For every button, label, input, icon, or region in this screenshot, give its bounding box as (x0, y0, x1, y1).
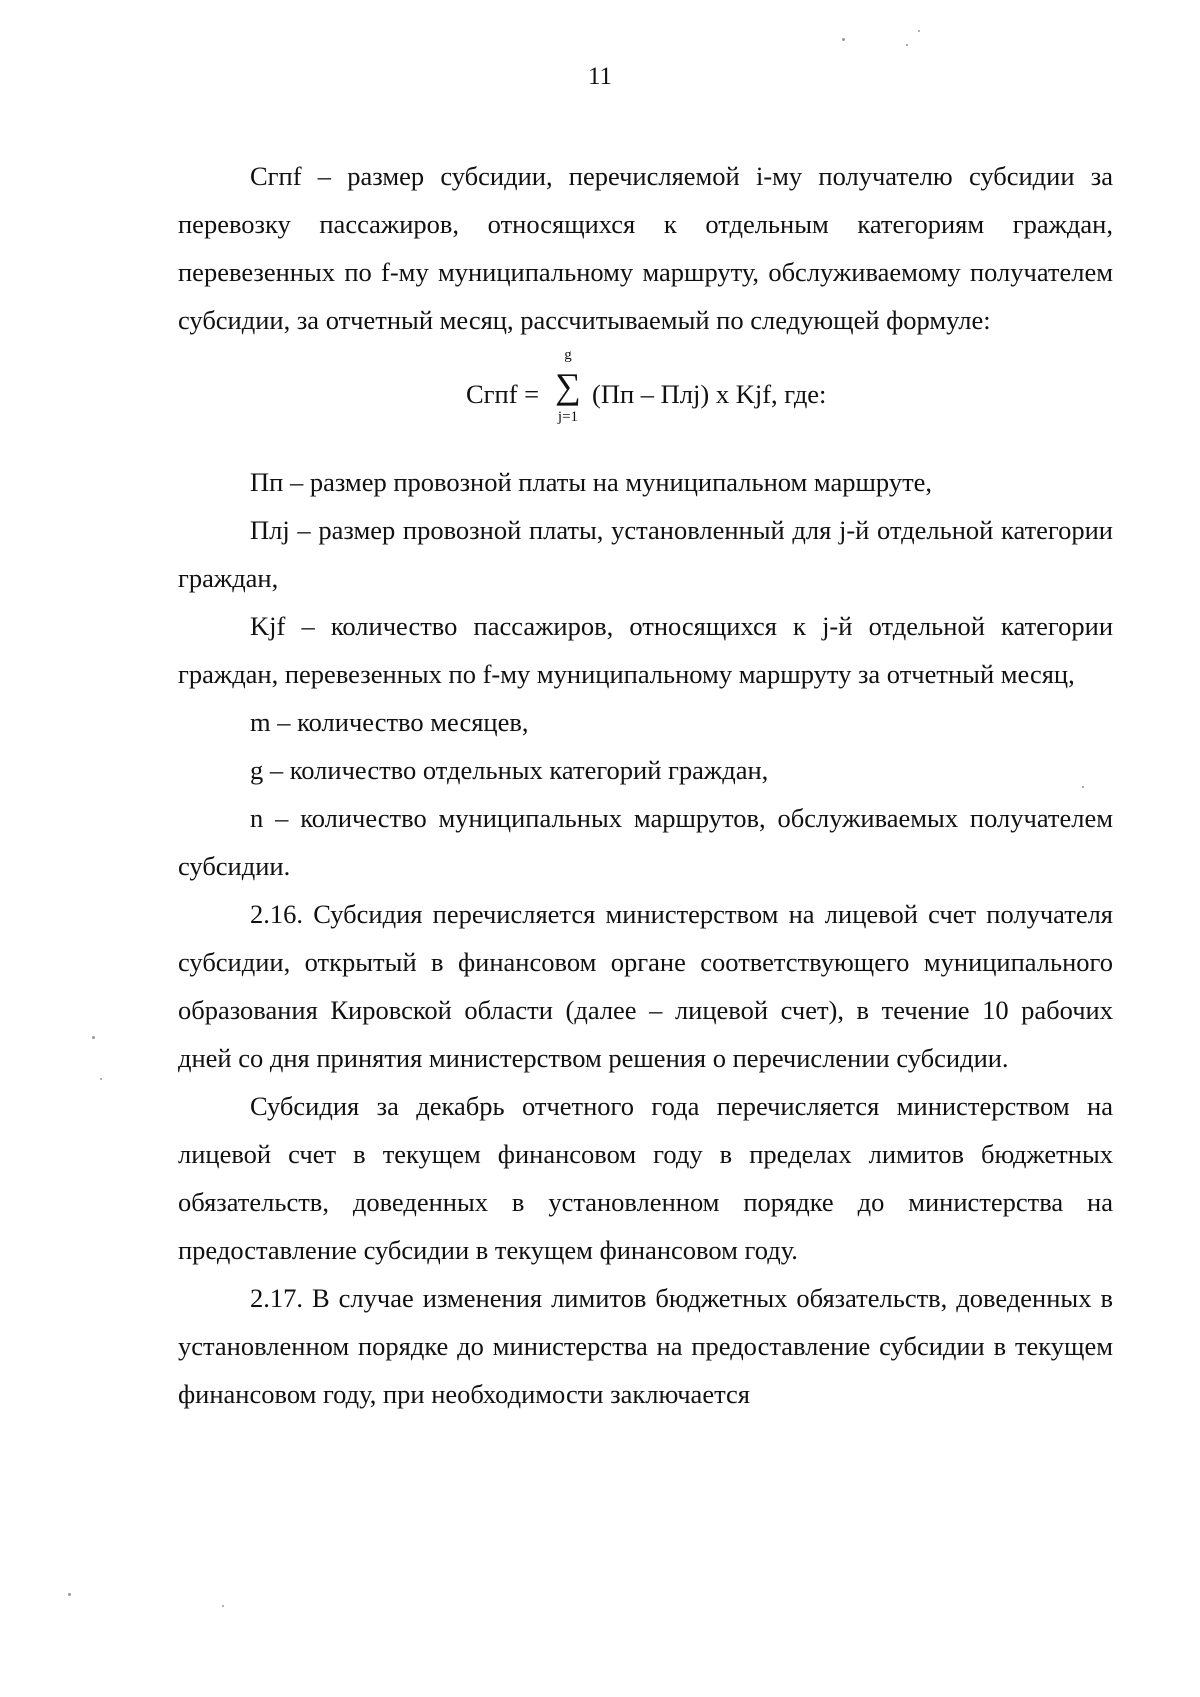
scan-speck (842, 38, 845, 41)
summation-lower-limit: j=1 (557, 409, 579, 425)
paragraph-m-definition: m – количество месяцев, (250, 707, 529, 737)
page-number: 11 (587, 63, 613, 90)
formula-summation (550, 346, 586, 426)
formula-cgpf (178, 346, 1113, 454)
scan-speck (92, 1036, 95, 1039)
scan-speck (906, 44, 908, 46)
paragraph-december-subsidy: Субсидия за декабрь отчетного года перечисляется министерством на лицевой счет в текущем финансовом году в пределах лимитов бюджетных обязательств, доведенных в установленном порядке до министерства на предоставление субсидии в текущем финансовом году. (178, 1091, 1113, 1265)
summation-upper-limit: g (564, 347, 572, 363)
paragraph-g-definition: g – количество отдельных категорий граждан, (250, 755, 769, 785)
document-body (178, 152, 1113, 1418)
formula-rhs: (Пп – Плj) x Kjf, где: (592, 379, 827, 409)
summation-sigma-icon: ∑ (555, 366, 581, 406)
scan-speck (68, 1593, 71, 1596)
paragraph-2-16: 2.16. Субсидия перечисляется министерством на лицевой счет получателя субсидии, открытый в финансовом органе соответствующего муниципального образования Кировской области (далее – лицевой счет), в течение 10 рабочих дней со дня принятия министерством решения о перечислении субсидии. (178, 899, 1113, 1073)
scan-speck (918, 30, 920, 32)
paragraph-plj-definition: Плj – размер провозной платы, установленный для j-й отдельной категории граждан, (178, 515, 1113, 593)
scan-speck (100, 1078, 102, 1080)
formula-lhs: Cгпf = (466, 379, 540, 409)
paragraph-2-17: 2.17. В случае изменения лимитов бюджетных обязательств, доведенных в установленном порядке до министерства на предоставление субсидии в текущем финансовом году, при необходимости заключается (178, 1283, 1113, 1409)
paragraph-n-definition: n – количество муниципальных маршрутов, обслуживаемых получателем субсидии. (178, 803, 1113, 881)
paragraph-kjf-definition: Kjf – количество пассажиров, относящихся к j-й отдельной категории граждан, перевезенных по f-му муниципальному маршруту за отчетный месяц, (178, 611, 1113, 689)
scan-speck (1082, 786, 1084, 788)
paragraph-pp-definition: Пп – размер провозной платы на муниципальном маршруте, (250, 467, 933, 497)
scan-speck (222, 1605, 224, 1607)
paragraph-cgpf-definition: Cгпf – размер субсидии, перечисляемой i-му получателю субсидии за перевозку пассажиров, относящихся к отдельным категориям граждан, перевезенных по f-му муниципальному маршруту, обслуживаемому получателем субсидии, за отчетный месяц, рассчитываемый по следующей формуле: (178, 161, 1113, 335)
